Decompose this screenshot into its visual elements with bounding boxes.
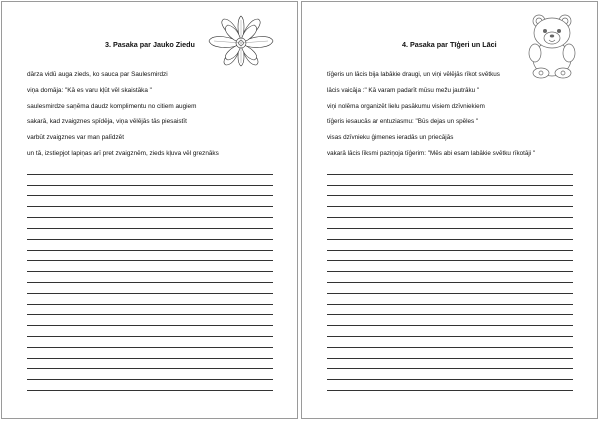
writing-line <box>327 369 573 380</box>
writing-line <box>327 164 573 175</box>
worksheet-page-left <box>1 1 298 419</box>
story-line: varbūt zvaigznes var man palīdzēt <box>27 134 124 142</box>
story-line: lācis vaicāja :" Kā varam padarīt mūsu mežu jautrāku " <box>327 86 480 94</box>
writing-line <box>27 229 273 240</box>
writing-line <box>27 305 273 316</box>
writing-line <box>27 196 273 207</box>
story-line: saulesmirdze saņēma daudz komplimentu no citiem augiem <box>27 102 197 110</box>
writing-line <box>327 240 573 251</box>
writing-line <box>27 240 273 251</box>
writing-line <box>327 337 573 348</box>
writing-line <box>27 251 273 262</box>
story-line: tīģeris iesaucās ar entuziasmu: "Būs dejas un spēles " <box>327 118 479 126</box>
writing-line <box>27 315 273 326</box>
writing-line <box>327 272 573 283</box>
story-line: viņi nolēma organizēt lielu pasākumu visiem dzīvniekiem <box>327 102 485 110</box>
story-line: un tā, izstiepjot lapiņas arī pret zvaigznēm, zieds kļuva vēl greznāks <box>27 149 219 157</box>
story-line: tīģeris un lācis bija labākie draugi, un viņi vēlējās rīkot svētkus <box>327 71 500 78</box>
story-text-right <box>327 67 587 162</box>
writing-line <box>27 218 273 229</box>
writing-line <box>327 283 573 294</box>
writing-line <box>27 164 273 175</box>
writing-line <box>27 337 273 348</box>
story-line: visas dzīvnieku ģimenes ieradās un priecājās <box>327 134 454 142</box>
writing-line <box>327 229 573 240</box>
writing-line <box>27 186 273 197</box>
writing-line <box>327 261 573 272</box>
writing-line <box>327 294 573 305</box>
writing-line <box>327 175 573 186</box>
writing-line <box>27 369 273 380</box>
writing-line <box>27 326 273 337</box>
writing-line <box>27 380 273 391</box>
writing-line <box>327 186 573 197</box>
writing-line <box>27 294 273 305</box>
writing-lines-right <box>327 164 573 391</box>
writing-line <box>27 261 273 272</box>
writing-line <box>27 283 273 294</box>
writing-line <box>27 175 273 186</box>
writing-line <box>327 348 573 359</box>
page-title: 4. Pasaka par Tīģeri un Lāci <box>402 40 497 49</box>
writing-line <box>327 359 573 370</box>
worksheet-page-right <box>301 1 598 419</box>
writing-line <box>327 251 573 262</box>
story-line: dārza vidū auga zieds, ko sauca par Saulesmirdzi <box>27 71 168 78</box>
page-title: 3. Pasaka par Jauko Ziedu <box>105 40 195 49</box>
writing-line <box>327 207 573 218</box>
story-text-left <box>27 67 287 162</box>
writing-line <box>327 305 573 316</box>
writing-line <box>27 348 273 359</box>
story-line: viņa domāja: "Kā es varu kļūt vēl skaistāka " <box>27 86 152 94</box>
writing-line <box>327 380 573 391</box>
writing-line <box>327 326 573 337</box>
story-line: sakarā, kad zvaigznes spīdēja, viņa vēlējās tās piesaistīt <box>27 118 187 126</box>
writing-line <box>27 207 273 218</box>
writing-line <box>27 359 273 370</box>
writing-line <box>327 315 573 326</box>
writing-line <box>327 218 573 229</box>
story-line: vakarā lācis līksmi paziņoja tīģerim: "Mēs abi esam labākie svētku rīkotāji " <box>327 149 536 157</box>
writing-lines-left <box>27 164 273 391</box>
writing-line <box>27 272 273 283</box>
writing-line <box>327 196 573 207</box>
flower-icon <box>206 15 276 67</box>
